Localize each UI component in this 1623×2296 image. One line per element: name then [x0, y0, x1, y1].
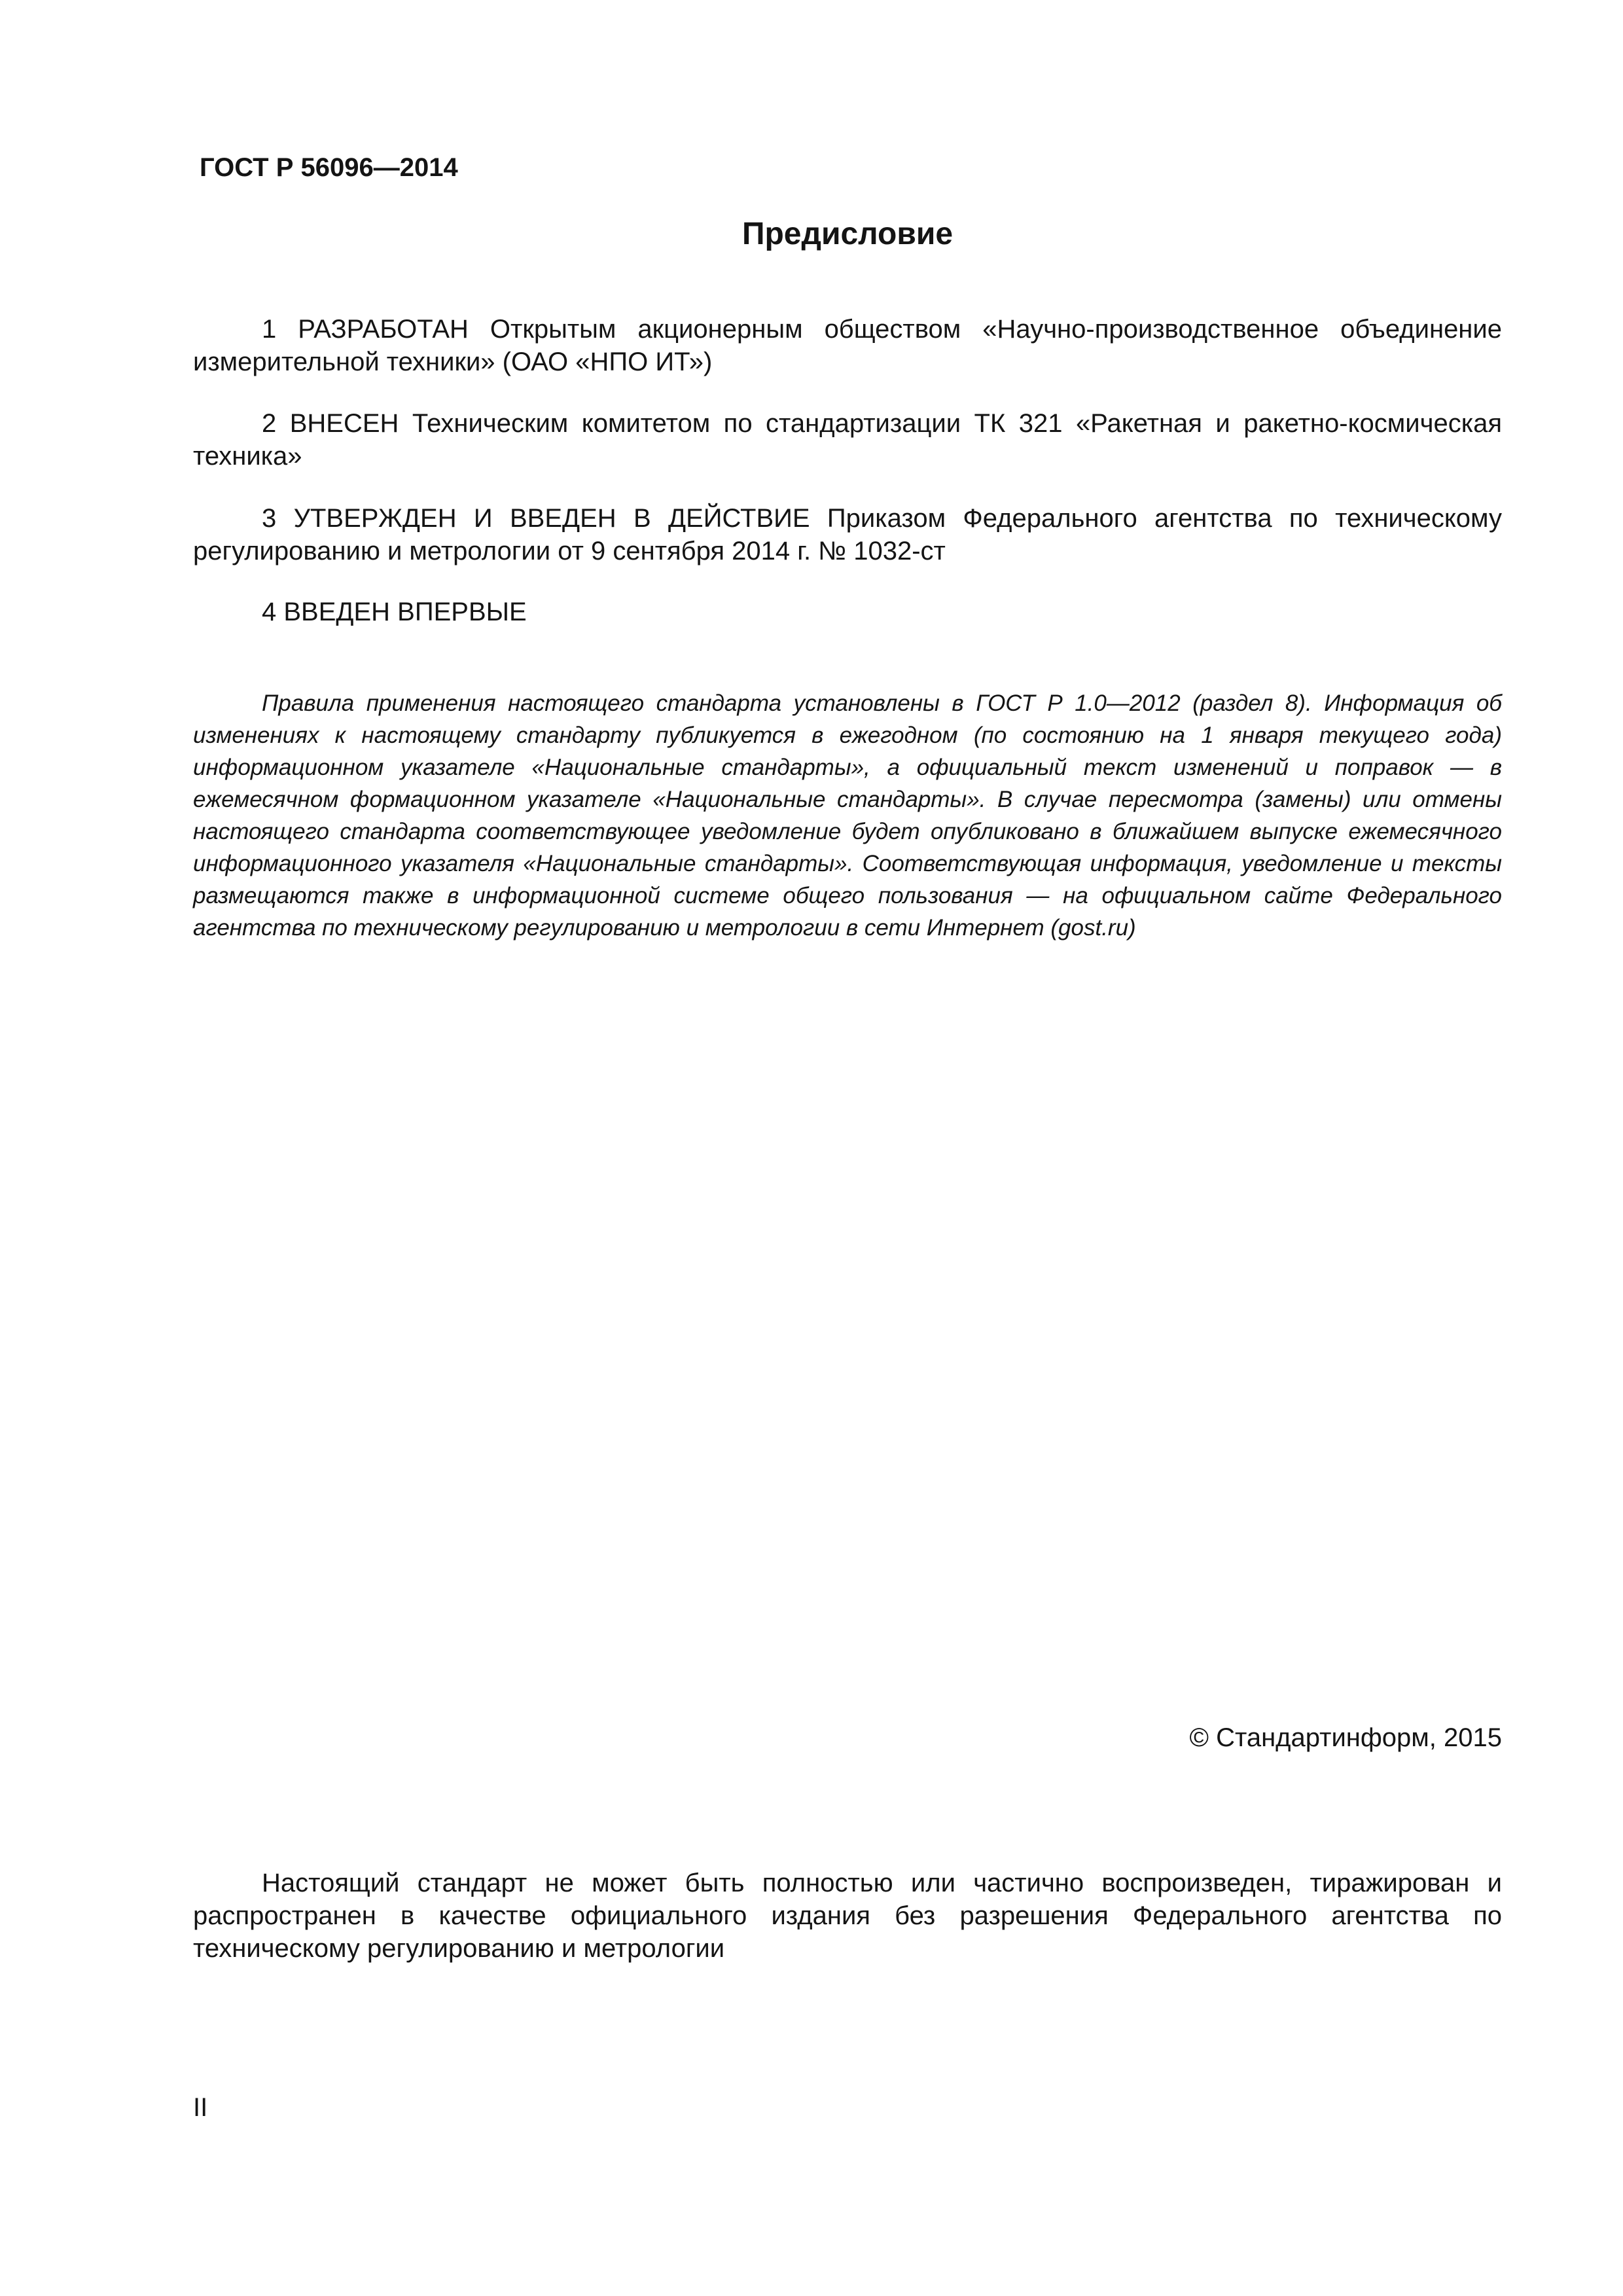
preface-item-approved: 3 УТВЕРЖДЕН И ВВЕДЕН В ДЕЙСТВИЕ Приказом Федерального агентства по техническому регулированию и метрологии от 9 сентября 2014 г. № 1032-ст: [193, 504, 1502, 565]
preface-title: Предисловие: [741, 217, 954, 251]
preface-item-developed: 1 РАЗРАБОТАН Открытым акционерным обществом «Научно-производственное объединение измерительной техники» (ОАО «НПО ИТ»): [193, 315, 1502, 376]
document-code: ГОСТ Р 56096—2014: [200, 153, 458, 182]
reproduction-restriction: Настоящий стандарт не может быть полностью или частично воспроизведен, тиражирован и распространен в качестве официального издания без разрешения Федерального агентства по техническому регулированию и метрологии: [193, 1869, 1502, 1963]
application-rules-note: Правила применения настоящего стандарта установлены в ГОСТ Р 1.0—2012 (раздел 8). Информация об изменениях к настоящему стандарту публикуется в ежегодном (по состоянию на 1 января текущего года) информационном указателе «Национальные стандарты», а официальный текст изменений и поправок — в ежемесячном формационном указателе «Национальные стандарты». В случае пересмотра (замены) или отмены настоящего стандарта соответствующее уведомление будет опубликовано в ближайшем выпуске ежемесячного информационного указателя «Национальные стандарты». Соответствующая информация, уведомление и тексты размещаются также в информационной системе общего пользования — на официальном сайте Федерального агентства по техническому регулированию и метрологии в сети Интернет (gost.ru): [193, 691, 1502, 941]
page-number: II: [193, 2093, 208, 2122]
preface-item-submitted: 2 ВНЕСЕН Техническим комитетом по стандартизации ТК 321 «Ракетная и ракетно-космическая техника»: [193, 409, 1502, 471]
preface-item-introduced: 4 ВВЕДЕН ВПЕРВЫЕ: [262, 598, 527, 626]
copyright-notice: © Стандартинформ, 2015: [1189, 1723, 1502, 1752]
